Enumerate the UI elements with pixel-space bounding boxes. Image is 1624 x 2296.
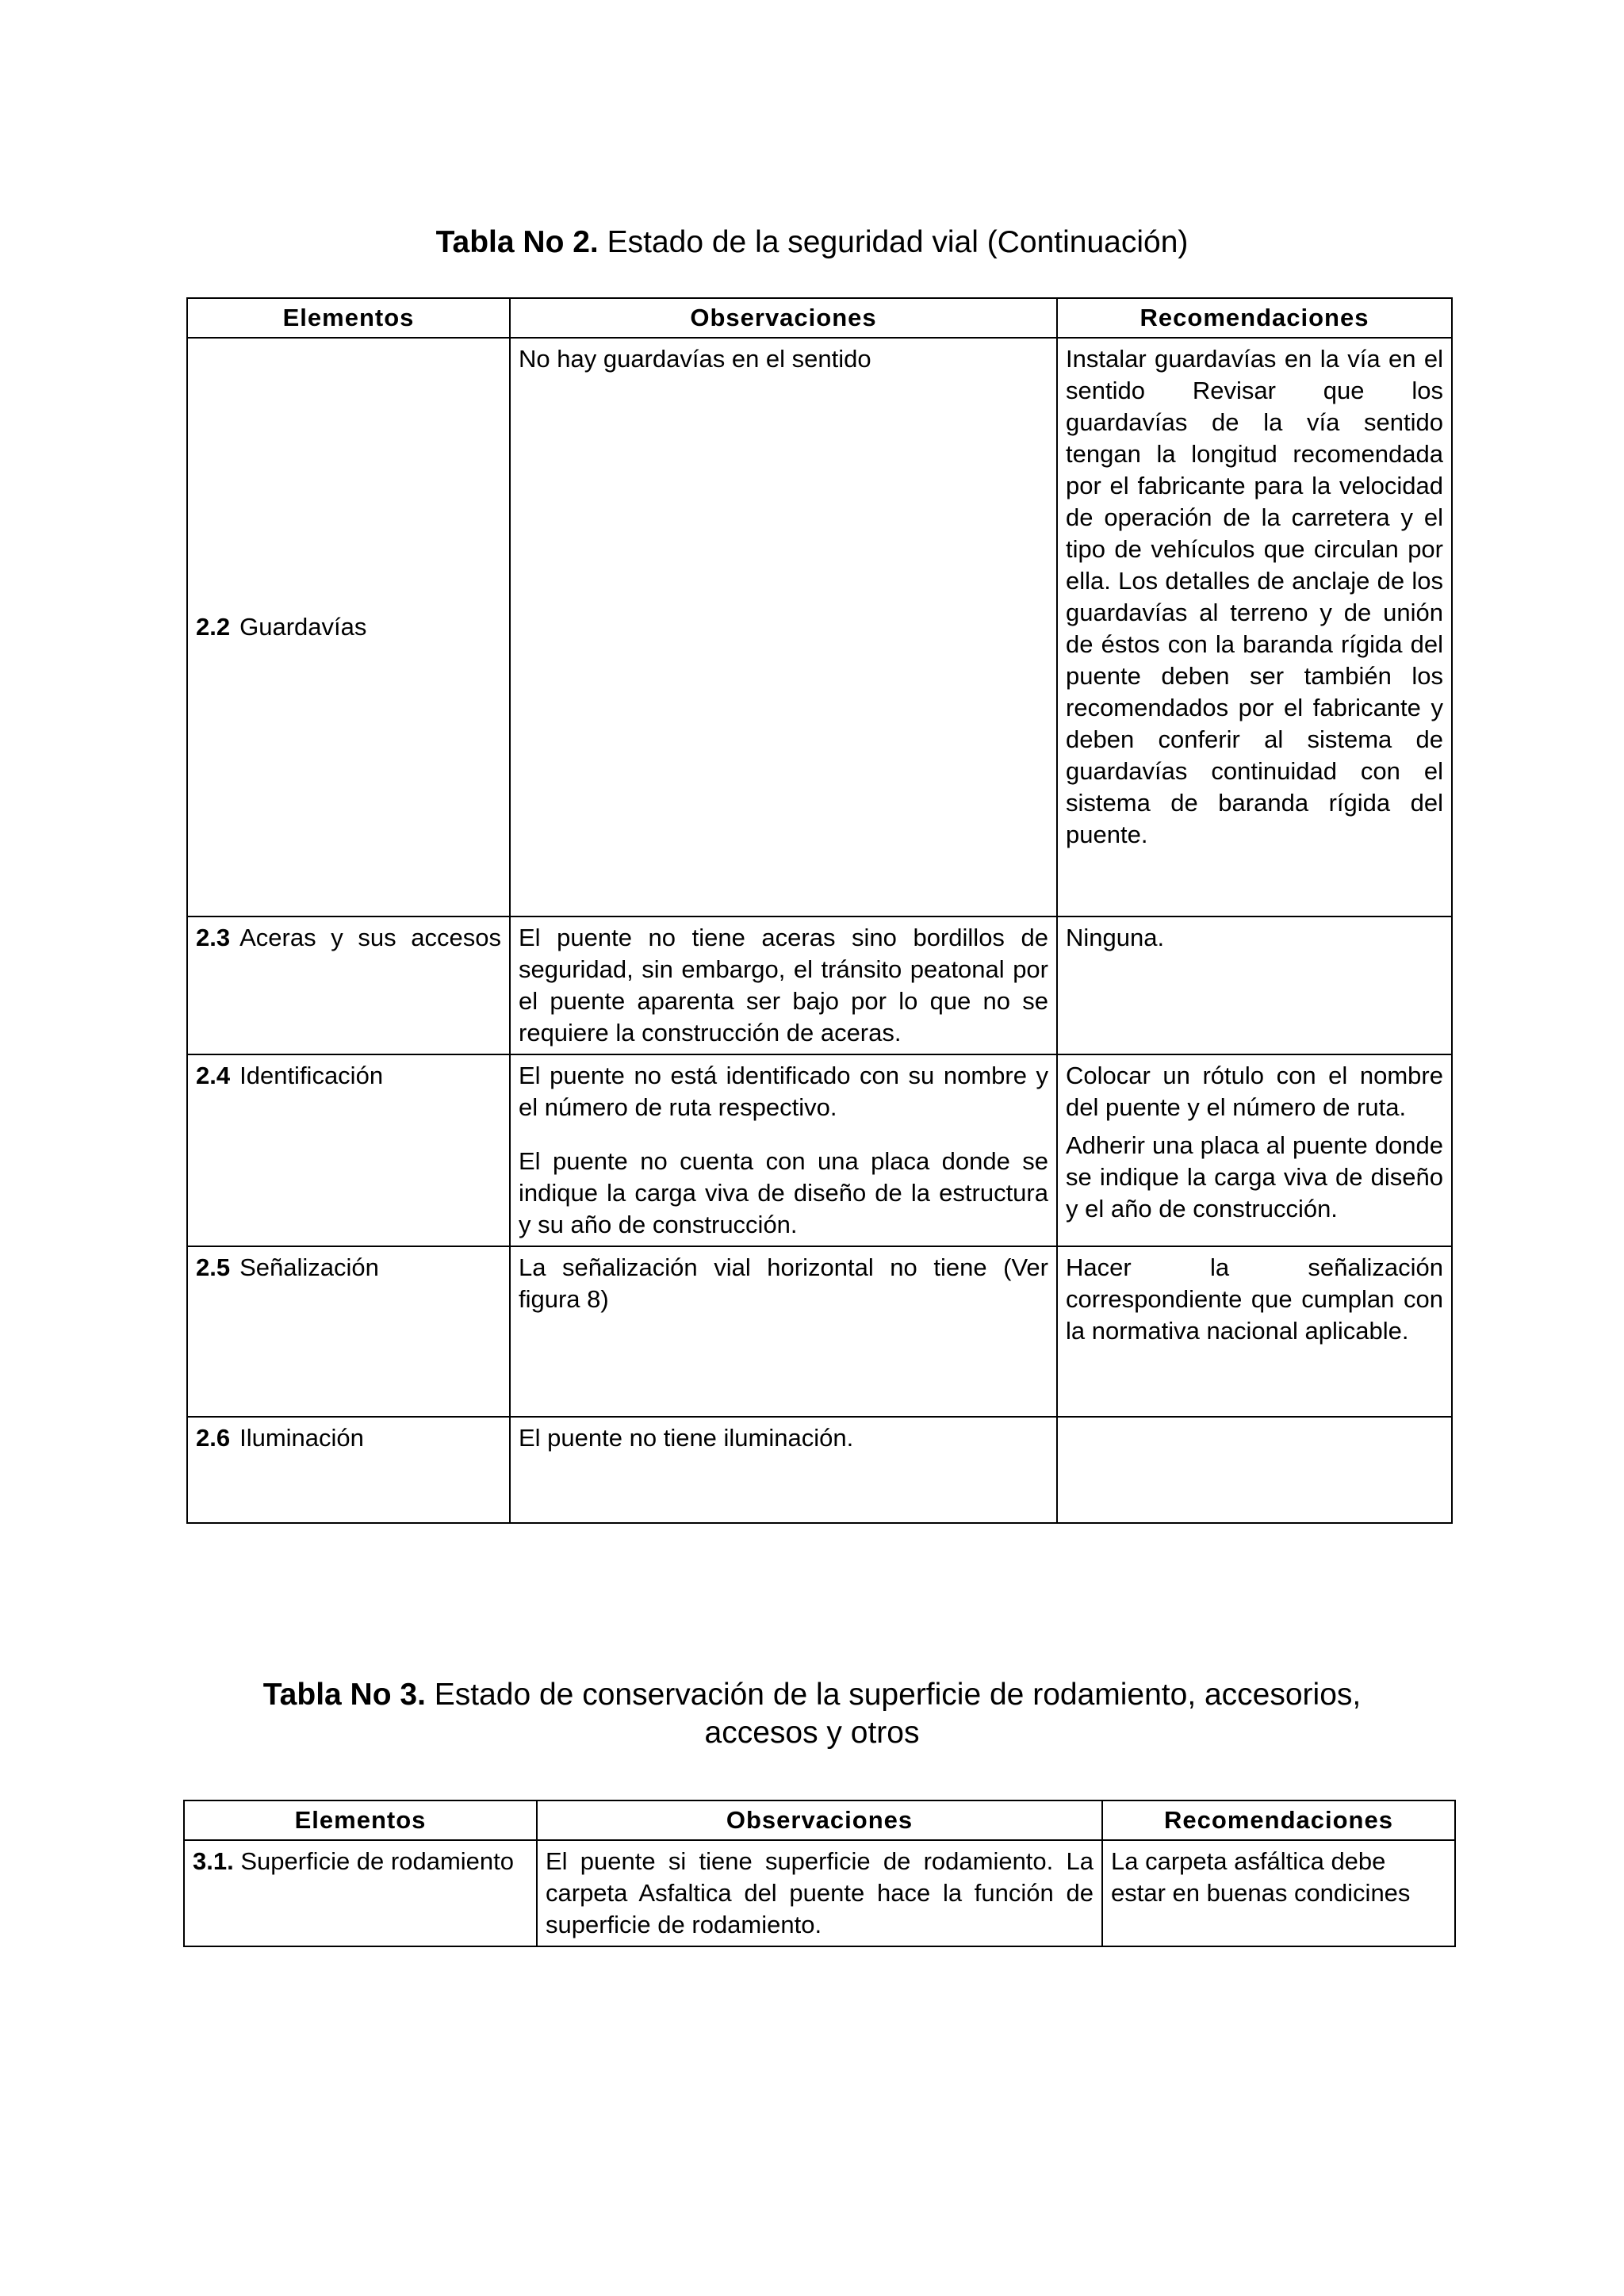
- recommendation-cell: [1102, 1840, 1455, 1946]
- observation-text: El puente no cuenta con una placa donde se indique la carga viva de diseño de la estructura y su año de construcción.: [519, 1147, 1048, 1238]
- table-row: [187, 1417, 1452, 1523]
- element-number: 3.1.: [193, 1847, 234, 1875]
- observation-cell: [510, 1246, 1057, 1417]
- observation-cell: [510, 1417, 1057, 1523]
- recommendation-text: La carpeta asfáltica debe estar en buenas condicines: [1111, 1847, 1411, 1907]
- table3-caption-text: Estado de conservación de la superficie de rodamiento, accesorios,: [425, 1678, 1362, 1712]
- element-cell: [187, 916, 510, 1054]
- element-cell: [187, 1246, 510, 1417]
- recommendation-cell: [1057, 338, 1452, 916]
- table3-header-observaciones: Observaciones: [537, 1800, 1102, 1840]
- table2-header-recomendaciones: Recomendaciones: [1057, 298, 1452, 338]
- observation-text: El puente no tiene aceras sino bordillos de seguridad, sin embargo, el tránsito peatonal por el puente aparenta ser bajo por lo que no se requiere la construcción de aceras.: [519, 924, 1048, 1047]
- table3-header-elementos: Elementos: [184, 1800, 537, 1840]
- element-name: Iluminación: [239, 1424, 364, 1452]
- table-row: [184, 1840, 1455, 1946]
- element-number: 2.5: [196, 1253, 231, 1281]
- recommendation-cell: [1057, 1246, 1452, 1417]
- element-name: Identificación: [239, 1062, 384, 1089]
- recommendation-cell: [1057, 916, 1452, 1054]
- element-number: 2.2: [196, 613, 231, 641]
- recommendation-text: Colocar un rótulo con el nombre del puente y el número de ruta.: [1066, 1062, 1443, 1121]
- observation-cell: [510, 338, 1057, 916]
- table-row: [187, 916, 1452, 1054]
- table2-header-elementos: Elementos: [187, 298, 510, 338]
- observation-cell: [537, 1840, 1102, 1946]
- recommendation-text: Instalar guardavías en la vía en el sentido Revisar que los guardavías de la vía sentido tengan la longitud recomendada por el fabricante para la velocidad de operación de la carretera y el tipo de vehículos que circulan por ella. Los detalles de anclaje de los guardavías al terreno y de unión de éstos con la baranda rígida del puente deben ser también los recomendados por el fabricante y deben conferir al sistema de guardavías continuidad con el sistema de baranda rígida del puente.: [1066, 345, 1443, 848]
- observation-cell: [510, 916, 1057, 1054]
- element-name: Señalización: [239, 1253, 379, 1281]
- table3-caption: [0, 1676, 1624, 1752]
- recommendation-cell: [1057, 1417, 1452, 1523]
- element-cell: [187, 338, 510, 916]
- element-name: Guardavías: [239, 613, 367, 641]
- observation-text: El puente no tiene iluminación.: [519, 1424, 854, 1452]
- observation-cell: [510, 1054, 1057, 1246]
- table-row: [187, 1054, 1452, 1246]
- table-row: [187, 1246, 1452, 1417]
- element-cell: [184, 1840, 537, 1946]
- table2: [186, 297, 1453, 1524]
- recommendation-cell: [1057, 1054, 1452, 1246]
- element-number: 2.3: [196, 924, 231, 951]
- recommendation-text: Hacer la señalización correspondiente que cumplan con la normativa nacional aplicable.: [1066, 1253, 1443, 1345]
- observation-text: No hay guardavías en el sentido: [519, 345, 871, 373]
- element-name: Aceras y sus accesos: [239, 924, 501, 951]
- recommendation-text: Ninguna.: [1066, 924, 1165, 951]
- element-number: 2.6: [196, 1424, 231, 1452]
- table2-header-observaciones: Observaciones: [510, 298, 1057, 338]
- table3-caption-line2: accesos y otros: [704, 1716, 920, 1750]
- table-row: [187, 338, 1452, 916]
- table3: [183, 1800, 1456, 1947]
- observation-text: El puente si tiene superficie de rodamiento. La carpeta Asfaltica del puente hace la función de superficie de rodamiento.: [546, 1847, 1094, 1938]
- table3-caption-label: Tabla No 3.: [262, 1678, 426, 1712]
- element-number: 2.4: [196, 1062, 231, 1089]
- table3-header-row: [184, 1800, 1455, 1840]
- recommendation-text: Adherir una placa al puente donde se indique la carga viva de diseño y el año de construcción.: [1066, 1131, 1443, 1223]
- table2-caption-label: Tabla No 2.: [435, 225, 599, 259]
- observation-text: El puente no está identificado con su nombre y el número de ruta respectivo.: [519, 1062, 1048, 1121]
- element-cell: [187, 1054, 510, 1246]
- element-cell: [187, 1417, 510, 1523]
- table3-header-recomendaciones: Recomendaciones: [1102, 1800, 1455, 1840]
- element-name: Superficie de rodamiento: [240, 1847, 514, 1875]
- table2-caption-text: Estado de la seguridad vial (Continuación): [598, 225, 1189, 259]
- table2-header-row: [187, 298, 1452, 338]
- table2-caption: [0, 224, 1624, 262]
- observation-text: La señalización vial horizontal no tiene (Ver figura 8): [519, 1253, 1048, 1313]
